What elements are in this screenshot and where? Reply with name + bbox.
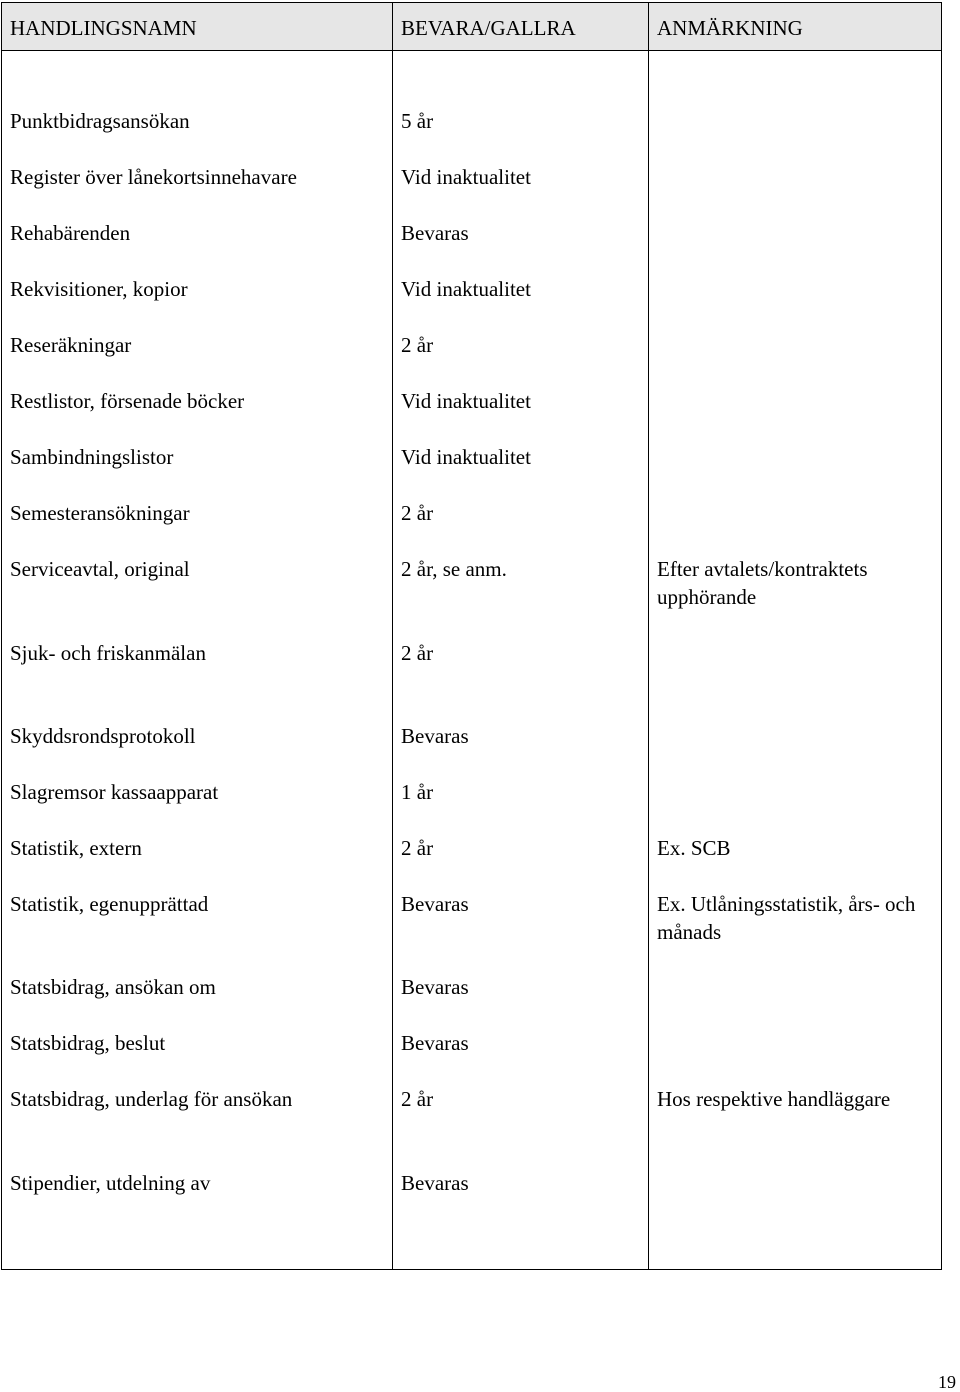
row-name: Statsbidrag, beslut	[10, 1031, 166, 1055]
row-retention: Vid inaktualitet	[401, 165, 531, 189]
row-retention: Vid inaktualitet	[401, 277, 531, 301]
row-name: Rekvisitioner, kopior	[10, 277, 188, 301]
retention-table	[1, 2, 942, 1270]
row-name: Punktbidragsansökan	[10, 109, 190, 133]
page-number: 19	[938, 1372, 956, 1392]
row-name: Reseräkningar	[10, 333, 132, 357]
table-header-row	[2, 3, 941, 51]
row-name: Slagremsor kassaapparat	[10, 780, 219, 804]
row-name: Statistik, egenupprättad	[10, 892, 209, 916]
row-retention: Vid inaktualitet	[401, 389, 531, 413]
row-note: Ex. SCB	[657, 836, 731, 860]
row-name: Stipendier, utdelning av	[10, 1171, 211, 1195]
row-note: Efter avtalets/kontraktets upphörande	[657, 557, 868, 609]
row-retention: 2 år	[401, 641, 434, 665]
row-name: Serviceavtal, original	[10, 557, 190, 581]
row-note: Ex. Utlåningsstatistik, års- och månads	[657, 892, 916, 944]
column-divider	[392, 3, 393, 1269]
row-retention: 1 år	[401, 780, 434, 804]
row-retention: 2 år	[401, 1087, 434, 1111]
column-header-handlingsnamn: HANDLINGSNAMN	[10, 16, 197, 40]
row-retention: 2 år	[401, 333, 434, 357]
row-name: Statsbidrag, ansökan om	[10, 975, 216, 999]
row-retention: 2 år	[401, 501, 434, 525]
row-name: Register över lånekortsinnehavare	[10, 165, 297, 189]
row-retention: Bevaras	[401, 1171, 469, 1195]
row-retention: 5 år	[401, 109, 434, 133]
row-name: Skyddsrondsprotokoll	[10, 724, 196, 748]
row-name: Restlistor, försenade böcker	[10, 389, 245, 413]
row-retention: 2 år, se anm.	[401, 557, 507, 581]
row-retention: Bevaras	[401, 724, 469, 748]
column-divider	[648, 3, 649, 1269]
row-name: Sjuk- och friskanmälan	[10, 641, 206, 665]
row-retention: Bevaras	[401, 221, 469, 245]
row-retention: Vid inaktualitet	[401, 445, 531, 469]
row-note: Hos respektive handläggare	[657, 1087, 891, 1111]
row-name: Rehabärenden	[10, 221, 131, 245]
row-name: Sambindningslistor	[10, 445, 174, 469]
row-retention: Bevaras	[401, 975, 469, 999]
row-retention: Bevaras	[401, 892, 469, 916]
column-header-bevara-gallra: BEVARA/GALLRA	[401, 16, 576, 40]
row-retention: 2 år	[401, 836, 434, 860]
row-name: Semesteransökningar	[10, 501, 190, 525]
column-header-anmarkning: ANMÄRKNING	[657, 16, 803, 40]
row-retention: Bevaras	[401, 1031, 469, 1055]
row-name: Statistik, extern	[10, 836, 142, 860]
row-name: Statsbidrag, underlag för ansökan	[10, 1087, 293, 1111]
